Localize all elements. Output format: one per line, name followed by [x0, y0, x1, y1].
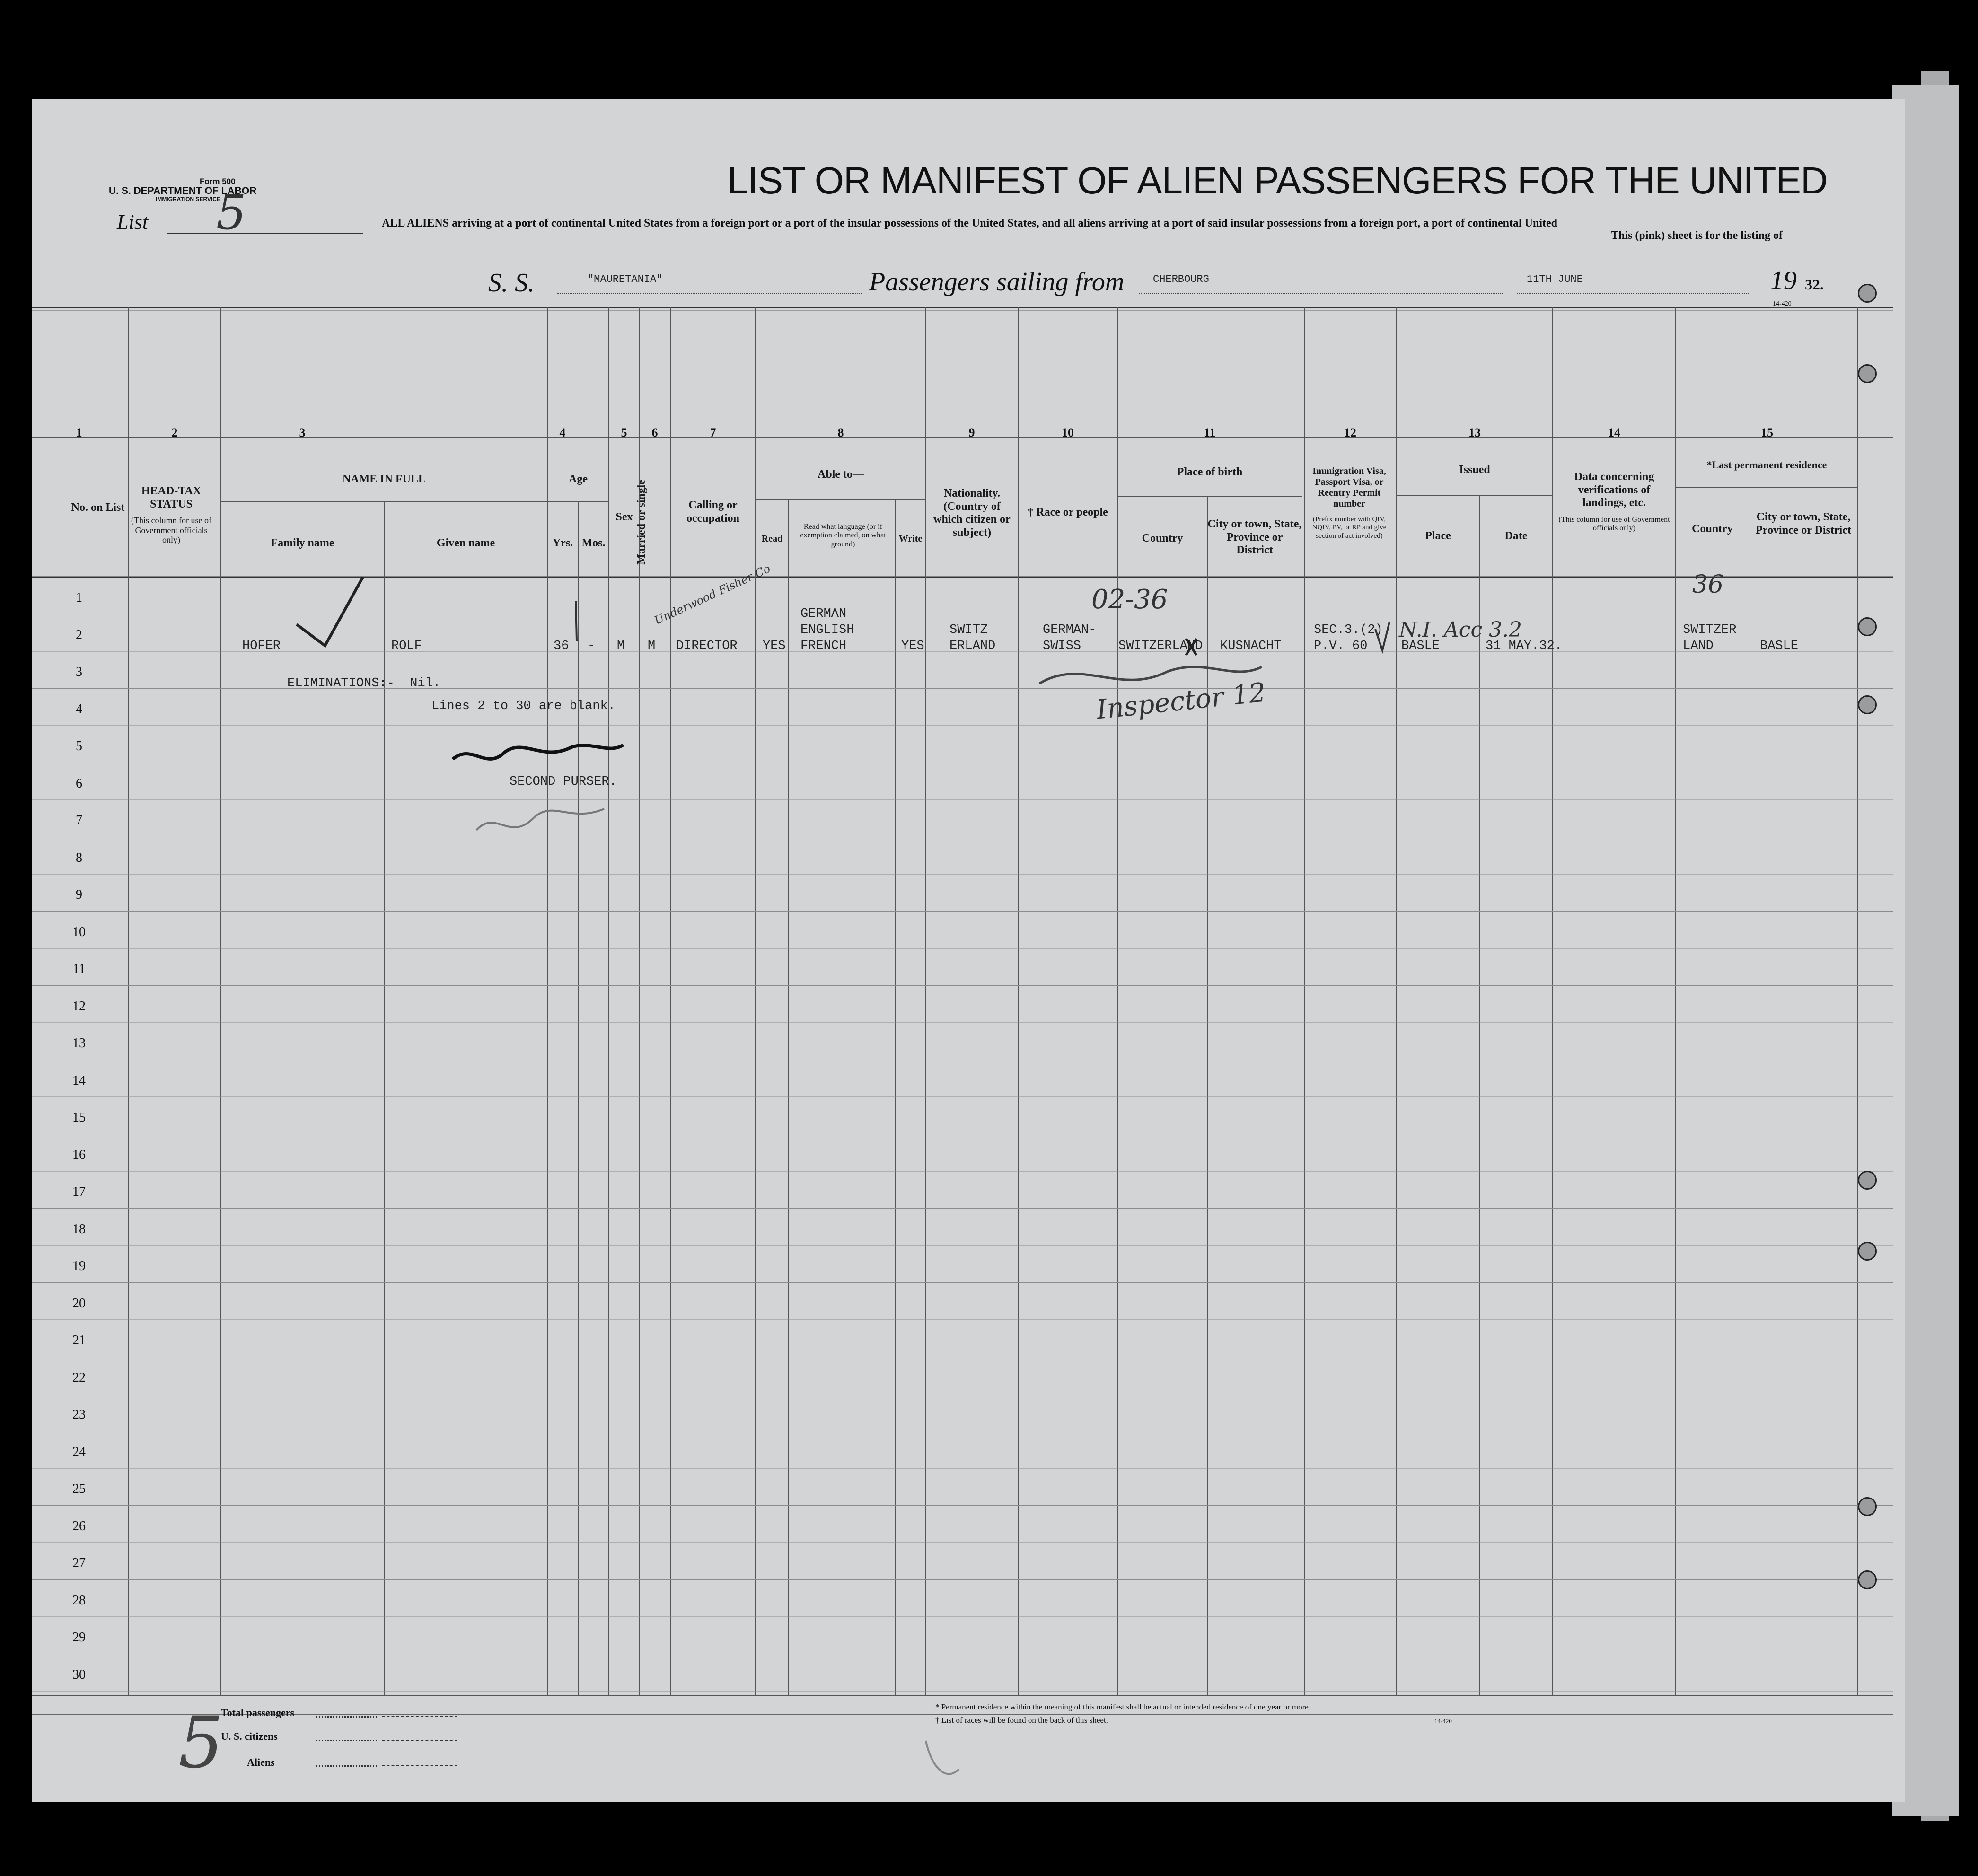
form-number: Form 500 [200, 177, 236, 186]
header-name-in-full: NAME IN FULL [342, 473, 426, 485]
punch-hole-icon [1858, 1171, 1877, 1190]
row-number: 6 [76, 776, 82, 791]
row-number: 15 [72, 1110, 86, 1125]
row-number: 7 [76, 813, 82, 828]
passenger-race-1: GERMAN- [1043, 623, 1097, 637]
row-number: 30 [72, 1667, 86, 1682]
header-last-residence: *Last permanent residence [1706, 459, 1827, 471]
column-number: 1 [76, 426, 82, 439]
handwritten-res-note: 36 [1692, 570, 1724, 599]
header-res-country: Country [1692, 523, 1733, 535]
passenger-res-country-1: SWITZER [1683, 623, 1737, 637]
passenger-sex: M [617, 639, 625, 653]
row-number: 26 [72, 1518, 86, 1534]
passenger-birth-country: SWITZERLAND [1118, 639, 1203, 653]
punch-hole-icon [1858, 364, 1877, 383]
passenger-nationality-2: ERLAND [949, 639, 996, 653]
header-age: Age [569, 473, 588, 485]
column-number: 12 [1344, 426, 1356, 439]
header-visa: Immigration Visa, Passport Visa, or Reentry Permit number [1312, 466, 1386, 509]
passenger-occupation: DIRECTOR [676, 639, 738, 653]
header-res-city: City or town, State, Province or District [1756, 511, 1851, 536]
service-label: IMMIGRATION SERVICE [156, 196, 220, 202]
footer-line [382, 1716, 457, 1717]
header-data-note: (This column for use of Government officials only) [1558, 516, 1670, 533]
row-number: 19 [72, 1259, 86, 1273]
purser-signature-icon [453, 745, 623, 759]
row-number: 23 [72, 1407, 86, 1422]
list-label: List [117, 210, 149, 234]
footer-us-citizens: U. S. citizens [221, 1730, 278, 1742]
header-no-on-list: No. on List [71, 501, 125, 514]
passenger-given-name: ROLF [391, 639, 422, 653]
header-issued-date: Date [1504, 530, 1528, 542]
column-number: 10 [1062, 426, 1074, 439]
row-number: 29 [72, 1630, 86, 1645]
footer-dots [316, 1716, 377, 1718]
list-number: 5 [216, 185, 246, 240]
column-number: 8 [837, 426, 844, 439]
row-number: 20 [72, 1296, 86, 1311]
column-number: 13 [1468, 426, 1481, 439]
row-number: 12 [72, 999, 86, 1014]
header-calling: Calling or occupation [686, 499, 739, 525]
passenger-issued-date: 31 MAY.32. [1486, 639, 1563, 653]
punch-hole-icon [1858, 1570, 1877, 1589]
row-number: 21 [72, 1333, 86, 1348]
year-suffix: 32. [1805, 276, 1824, 293]
row-number: 2 [76, 627, 82, 642]
passenger-race-2: SWISS [1043, 639, 1081, 653]
footer-note-races: † List of races will be found on the back of this sheet. [935, 1716, 1108, 1725]
passenger-write: YES [901, 639, 924, 653]
row-number: 11 [72, 962, 86, 976]
row-number: 4 [76, 701, 82, 717]
header-visa-note: (Prefix number with QIV, NQIV, PV, or RP and give section of act involved) [1312, 516, 1387, 540]
header-read: Read [761, 534, 783, 544]
row-number: 13 [72, 1036, 86, 1051]
column-number: 9 [968, 426, 975, 439]
header-able-to: Able to— [818, 468, 864, 481]
row-number: 3 [76, 665, 82, 679]
handwritten-occupation-note: Underwood Fisher Co [652, 561, 773, 628]
footer-line [382, 1765, 457, 1766]
header-age-mos: Mos. [581, 537, 606, 549]
passenger-family-name: HOFER [242, 639, 281, 653]
row-number: 28 [72, 1593, 86, 1608]
header-married: Married or single [635, 480, 648, 565]
row-number: 9 [76, 887, 82, 902]
passenger-age-mos: - [588, 639, 596, 653]
department-label: U. S. DEPARTMENT OF LABOR [109, 185, 257, 196]
instructions-line-2: This (pink) sheet is for the listing of [1611, 229, 1783, 242]
header-nationality: Nationality. (Country of which citizen or subject) [933, 487, 1011, 539]
ss-label: S. S. [488, 268, 535, 298]
row-number: 17 [72, 1184, 86, 1199]
faint-initials-icon [476, 809, 604, 830]
passenger-res-country-2: LAND [1683, 639, 1714, 653]
passenger-issued-place: BASLE [1401, 639, 1440, 653]
ship-name: "MAURETANIA" [588, 273, 663, 285]
passenger-read: YES [763, 639, 786, 653]
footer-total-passengers: Total passengers [221, 1707, 295, 1718]
row-number: 18 [72, 1221, 86, 1236]
form-code: 14-420 [1773, 300, 1792, 307]
footer-line [382, 1740, 457, 1741]
punch-hole-icon [1858, 1497, 1877, 1516]
row-number: 24 [72, 1444, 86, 1459]
sailing-date: 11TH JUNE [1527, 273, 1583, 285]
row-number: 22 [72, 1370, 86, 1385]
footer-code: 14-420 [1434, 1718, 1452, 1725]
row-number: 27 [72, 1556, 86, 1570]
row-number: 16 [72, 1147, 86, 1162]
header-issued-place: Place [1425, 530, 1451, 542]
purser-title: SECOND PURSER. [510, 775, 617, 789]
page-title: LIST OR MANIFEST OF ALIEN PASSENGERS FOR THE UNITED [727, 159, 1828, 202]
header-write: Write [898, 534, 923, 544]
punch-hole-icon [1858, 617, 1877, 636]
punch-hole-icon [1858, 284, 1877, 303]
column-number: 2 [171, 426, 178, 439]
inspector-signature-icon [1039, 667, 1262, 684]
footer-dots [316, 1765, 377, 1767]
blank-lines-note: Lines 2 to 30 are blank. [431, 699, 615, 713]
column-number: 14 [1608, 426, 1620, 439]
faint-mark-icon [926, 1741, 959, 1774]
column-number: 11 [1204, 426, 1216, 439]
instructions-line-1: ALL ALIENS arriving at a port of continental United States from a foreign port or a port of the insular possessions of the United States, and all aliens arriving at a port of said insular possessions from a foreign port, a port of continental United [382, 217, 1557, 229]
sailing-port: CHERBOURG [1153, 273, 1209, 285]
column-number: 3 [299, 426, 306, 439]
footer-note-residence: * Permanent residence within the meaning of this manifest shall be actual or intended residence of one year or more. [935, 1702, 1311, 1711]
header-place-of-birth: Place of birth [1177, 466, 1243, 478]
passenger-birth-city: KUSNACHT [1220, 639, 1282, 653]
passenger-nationality-1: SWITZ [949, 623, 988, 637]
footer-dots [316, 1740, 377, 1741]
handwritten-marks [32, 99, 1905, 1802]
handwritten-visa-note: N.I. Acc 3.2 [1399, 618, 1522, 642]
header-age-yrs: Yrs. [552, 537, 573, 549]
checkmark-icon [297, 577, 363, 646]
column-number: 4 [559, 426, 566, 439]
header-head-tax: HEAD-TAX STATUS [141, 485, 202, 510]
header-birth-city: City or town, State, Province or District [1207, 518, 1302, 557]
year-prefix: 19 [1770, 266, 1797, 295]
tick-mark-icon [1375, 622, 1389, 650]
passenger-visa-2: P.V. 60 [1314, 639, 1368, 653]
manifest-sheet [32, 99, 1905, 1802]
eliminations-note: ELIMINATIONS:- Nil. [287, 676, 441, 691]
row-number: 25 [72, 1482, 86, 1496]
header-given-name: Given name [436, 537, 495, 549]
column-number: 7 [710, 426, 716, 439]
punch-hole-icon [1858, 695, 1877, 714]
row-number: 10 [72, 924, 86, 939]
header-read-language: Read what language (or if exemption claimed, on what ground) [800, 523, 886, 548]
row-number: 8 [76, 850, 82, 865]
passenger-language-3: FRENCH [800, 639, 847, 653]
header-data-concerning: Data concerning verifications of landings, etc. [1574, 471, 1654, 509]
passenger-marital: M [648, 639, 656, 653]
passenger-language-2: ENGLISH [800, 623, 854, 637]
header-head-tax-note: (This column for use of Government officials only) [131, 516, 211, 545]
footer-aliens: Aliens [247, 1756, 275, 1768]
passenger-res-city: BASLE [1760, 639, 1799, 653]
row-number: 14 [72, 1073, 86, 1088]
cross-mark-icon [1186, 639, 1196, 655]
row-number: 1 [76, 590, 82, 605]
row-number: 5 [76, 739, 82, 754]
header-family-name: Family name [271, 537, 334, 549]
header-birth-country: Country [1142, 532, 1183, 544]
tick-mark-icon [576, 601, 577, 641]
column-number: 15 [1761, 426, 1773, 439]
column-number: 6 [651, 426, 658, 439]
passenger-language-1: GERMAN [800, 607, 847, 621]
passenger-visa-1: SEC.3.(2) [1314, 623, 1383, 637]
column-number: 5 [621, 426, 627, 439]
sailing-label: Passengers sailing from [869, 267, 1125, 297]
handwritten-margin-number: 5 [178, 1702, 224, 1784]
punch-hole-icon [1858, 1242, 1877, 1261]
handwritten-inspector: Inspector 12 [1095, 677, 1267, 726]
header-race: † Race or people [1028, 506, 1108, 518]
header-sex: Sex [615, 511, 633, 523]
handwritten-birth-year: 02-36 [1091, 584, 1168, 615]
passenger-age-yrs: 36 [554, 639, 569, 653]
header-issued: Issued [1459, 464, 1490, 476]
